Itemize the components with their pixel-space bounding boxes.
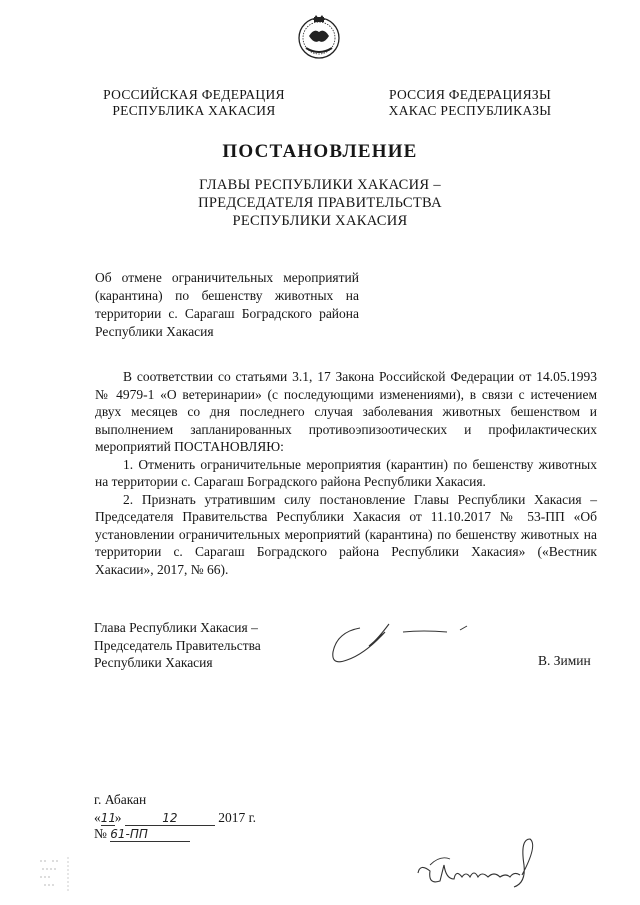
- signatory-line1: Глава Республики Хакасия –: [94, 620, 258, 635]
- header-right-line1: РОССИЯ ФЕДЕРАЦИЯЗЫ: [388, 87, 552, 102]
- registration-stamp-mark: [38, 855, 78, 893]
- date-day: 11: [100, 811, 117, 825]
- handwritten-signature: [325, 610, 475, 670]
- handwritten-signature-bottom: [410, 835, 550, 900]
- header-right-line2: ХАКАС РЕСПУБЛИКАЗЫ: [388, 103, 552, 118]
- body-item-2: 2. Признать утратившим силу постановление Главы Республики Хакасия – Председателя Правительства Республики Хакасия от 11.10.2017 № 53-ПП «Об установлении ограничительных мероприятий (карантина) по бешенству животных на территории с. Сарагаш Боградского района Республики Хакасия» («Вестник Хакасии», 2017, № 66).: [95, 491, 597, 577]
- number-value: 61-ПП: [110, 827, 190, 842]
- subtitle-line2: ПРЕДСЕДАТЕЛЯ ПРАВИТЕЛЬСТВА: [198, 195, 442, 211]
- subtitle-line3: РЕСПУБЛИКИ ХАКАСИЯ: [232, 213, 408, 229]
- header-left: [94, 87, 294, 119]
- date-open-quote: «: [94, 810, 101, 825]
- document-body: [95, 368, 597, 578]
- body-item-1: 1. Отменить ограничительные мероприятия (карантин) по бешенству животных на территории с. Сарагаш Боградского района Республики Хакасия.: [95, 456, 597, 489]
- document-title: ПОСТАНОВЛЕНИЕ: [222, 141, 418, 162]
- number-label: №: [94, 826, 107, 841]
- document-subtitle: [0, 176, 640, 230]
- header-right: [370, 87, 570, 119]
- document-subject: Об отмене ограничительных мероприятий (карантина) по бешенству животных на территории с. Сарагаш Боградского района Республики Хакасия: [95, 270, 359, 339]
- subtitle-line1: ГЛАВЫ РЕСПУБЛИКИ ХАКАСИЯ –: [199, 177, 441, 193]
- signatory-title: [94, 619, 261, 672]
- body-preamble: В соответствии со статьями 3.1, 17 Закона Российской Федерации от 14.05.1993 № 4979-1 «О ветеринарии» (с последующими изменениями), в связи с истечением двух месяцев со дня последнего случая заболевания животных бешенством и выполнением запланированных противоэпизоотических и профилактических мероприятий ПОСТАНОВЛЯЮ:: [95, 369, 597, 454]
- place-of-issue: г. Абакан: [94, 792, 147, 807]
- date-close-quote: »: [114, 810, 122, 825]
- document-number: [94, 826, 214, 844]
- signatory-line3: Республики Хакасия: [94, 655, 213, 670]
- signatory-line2: Председатель Правительства: [94, 637, 261, 653]
- header-left-line2: РЕСПУБЛИКА ХАКАСИЯ: [112, 103, 276, 118]
- coat-of-arms-emblem: [296, 14, 342, 60]
- date-month: 12: [125, 811, 215, 826]
- header-left-line1: РОССИЙСКАЯ ФЕДЕРАЦИЯ: [103, 87, 285, 102]
- signatory-name: В. Зимин: [538, 653, 591, 668]
- date-year: 2017 г.: [218, 810, 257, 825]
